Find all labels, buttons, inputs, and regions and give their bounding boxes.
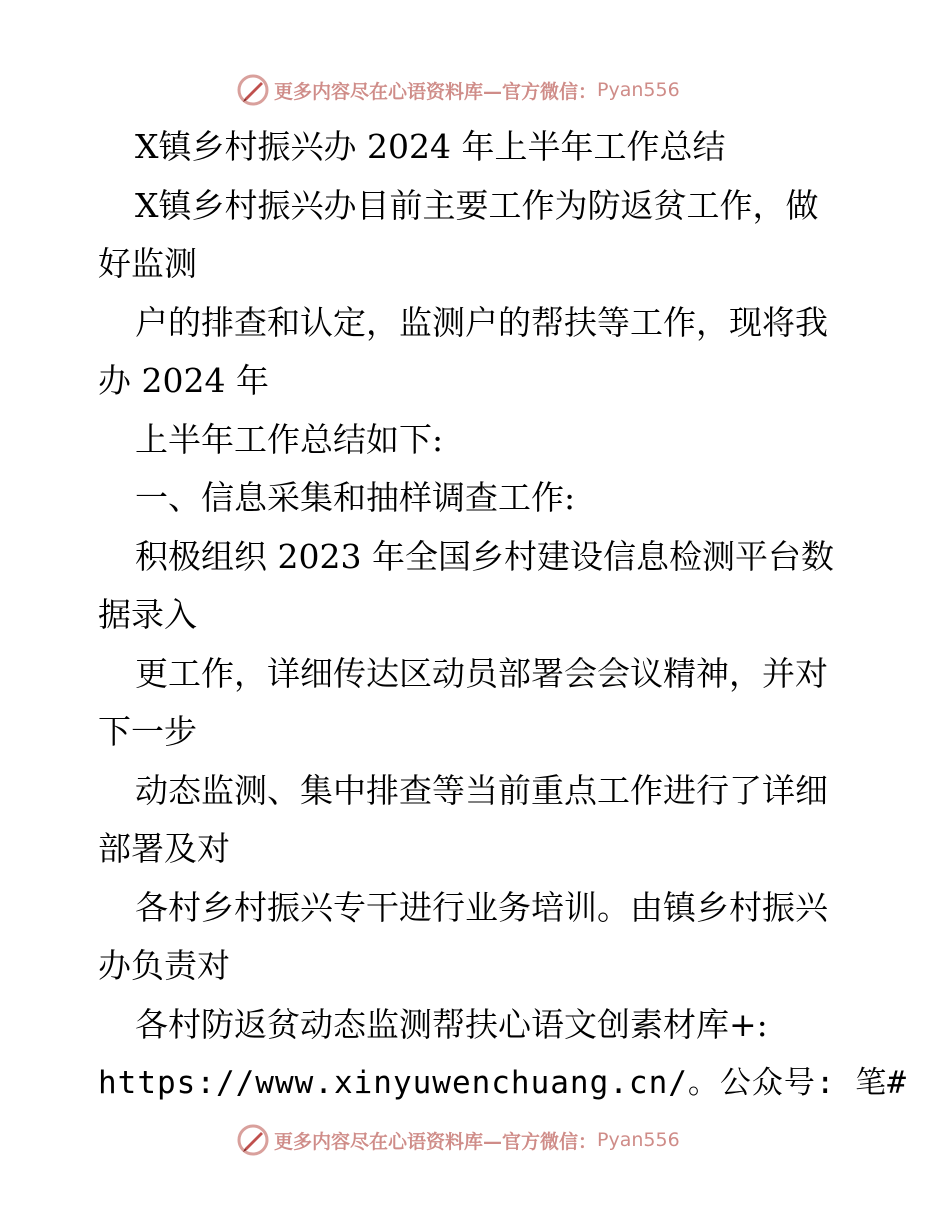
paragraph-line: 办 2024 年 bbox=[98, 361, 269, 400]
paragraph-line: 各村防返贫动态监测帮扶心语文创素材库+: bbox=[135, 1005, 768, 1044]
document-title: X镇乡村振兴办 2024 年上半年工作总结 bbox=[135, 127, 726, 166]
footer-watermark-banner bbox=[236, 1122, 680, 1158]
url-line: https://www.xinyuwenchuang.cn/。公众号: 笔# bbox=[98, 1065, 907, 1101]
header-watermark-banner bbox=[236, 72, 680, 108]
paragraph-line: 办负责对 bbox=[98, 946, 230, 985]
paragraph-line: 动态监测、集中排查等当前重点工作进行了详细 bbox=[135, 771, 828, 810]
paragraph-line: 户的排查和认定，监测户的帮扶等工作，现将我 bbox=[135, 303, 828, 342]
pen-logo-icon bbox=[236, 1123, 270, 1157]
section-heading: 一、信息采集和抽样调查工作: bbox=[135, 478, 576, 517]
paragraph-line: 部署及对 bbox=[98, 829, 230, 868]
watermark-wechat-id: Pyan556 bbox=[597, 79, 680, 101]
paragraph-line: 好监测 bbox=[98, 244, 197, 283]
paragraph-line: 积极组织 2023 年全国乡村建设信息检测平台数 bbox=[135, 537, 834, 576]
paragraph-line: 据录入 bbox=[98, 595, 197, 634]
paragraph-line: 下一步 bbox=[98, 712, 197, 751]
pen-logo-icon bbox=[236, 73, 270, 107]
paragraph-line: 更工作，详细传达区动员部署会会议精神，并对 bbox=[135, 654, 828, 693]
paragraph-line: 各村乡村振兴专干进行业务培训。由镇乡村振兴 bbox=[135, 888, 828, 927]
watermark-wechat-id: Pyan556 bbox=[597, 1129, 680, 1151]
watermark-text: 更多内容尽在心语资料库—官方微信： bbox=[274, 1130, 598, 1153]
paragraph-line: X镇乡村振兴办目前主要工作为防返贫工作，做 bbox=[135, 186, 819, 225]
watermark-text: 更多内容尽在心语资料库—官方微信： bbox=[274, 80, 598, 103]
paragraph-line: 上半年工作总结如下: bbox=[135, 420, 444, 459]
